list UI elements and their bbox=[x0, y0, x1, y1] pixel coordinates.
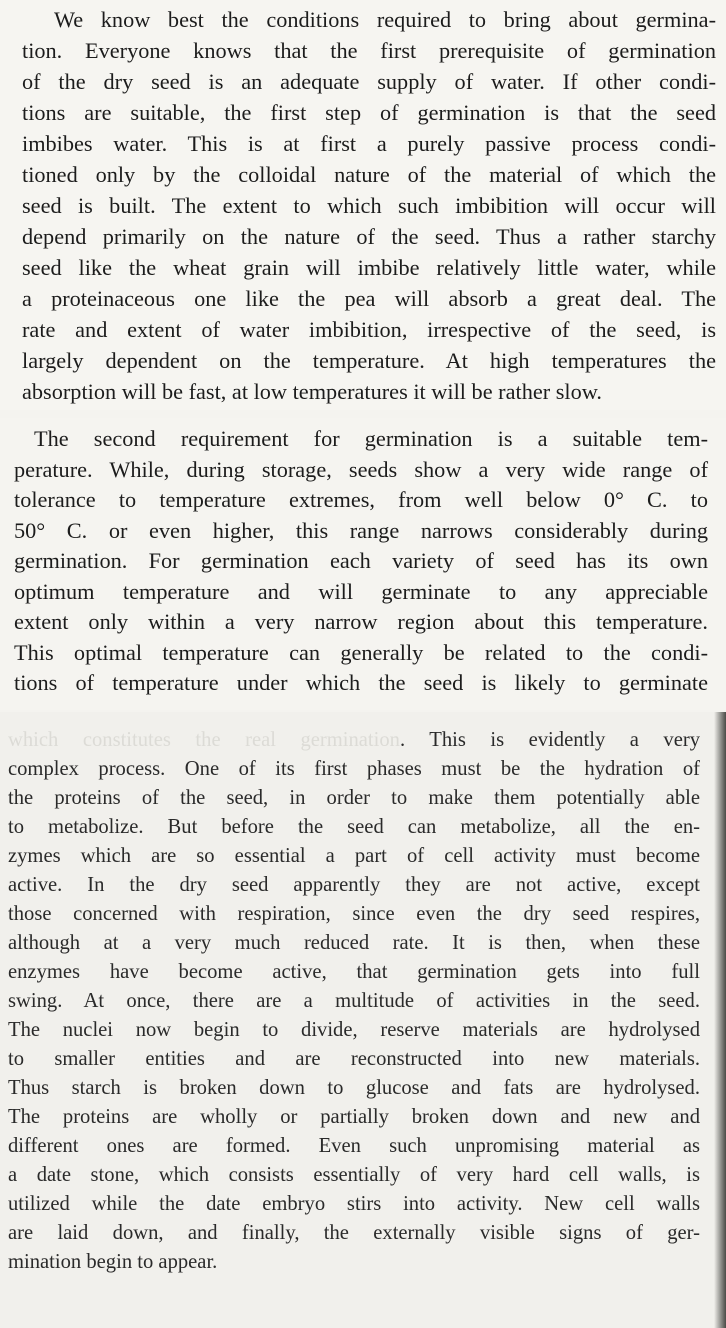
text-line: The second requirement for germination is a suitable tem- bbox=[34, 426, 708, 451]
text-line: Thus starch is broken down to glucose and fats are hydrolysed. bbox=[8, 1077, 700, 1099]
text-line: tion. Everyone knows that the first prerequisite of germination bbox=[22, 38, 716, 63]
text-line: although at a very much reduced rate. It is then, when these bbox=[8, 932, 700, 954]
text-line: seed is built. The extent to which such imbibition will occur will bbox=[22, 193, 716, 218]
text-line: to smaller entities and are reconstructed into new materials. bbox=[8, 1048, 700, 1070]
text-line-first bbox=[8, 726, 700, 755]
text-line: enzymes have become active, that germination gets into full bbox=[8, 961, 700, 983]
text-line: seed like the wheat grain will imbibe relatively little water, while bbox=[22, 255, 716, 280]
lead-text: . This is evidently a very bbox=[399, 729, 700, 751]
text-line: tolerance to temperature extremes, from well below 0° C. to bbox=[14, 487, 708, 512]
paragraph-temperature bbox=[14, 424, 708, 699]
text-line: depend primarily on the nature of the seed. Thus a rather starchy bbox=[22, 224, 716, 249]
text-line: rate and extent of water imbibition, irrespective of the seed, is bbox=[22, 317, 716, 342]
excerpt-block-water bbox=[0, 0, 726, 410]
text-line: mination begin to appear. bbox=[8, 1251, 218, 1273]
text-line: We know best the conditions required to bring about germina- bbox=[54, 7, 716, 32]
text-line: to metabolize. But before the seed can metabolize, all the en- bbox=[8, 816, 700, 838]
text-line: swing. At once, there are a multitude of activities in the seed. bbox=[8, 990, 700, 1012]
text-line: absorption will be fast, at low temperatures it will be rather slow. bbox=[22, 379, 602, 404]
text-line: largely dependent on the temperature. At high temperatures the bbox=[22, 348, 716, 373]
text-line: This optimal temperature can generally be related to the condi- bbox=[14, 639, 708, 665]
text-line: optimum temperature and will germinate to any appreciable bbox=[14, 578, 708, 604]
text-line: perature. While, during storage, seeds show a very wide range of bbox=[14, 456, 708, 482]
text-line: active. In the dry seed apparently they are not active, except bbox=[8, 874, 700, 896]
text-line: tions are suitable, the first step of germination is that the seed bbox=[22, 100, 716, 125]
text-line: are laid down, and finally, the externally visible signs of ger- bbox=[8, 1222, 700, 1244]
scan-edge-shadow bbox=[714, 712, 726, 1328]
text-line: the proteins of the seed, in order to make them potentially able bbox=[8, 787, 700, 809]
text-line: imbibes water. This is at first a purely passive process condi- bbox=[22, 131, 716, 156]
text-line: tioned only by the colloidal nature of the material of which the bbox=[22, 162, 716, 187]
text-line: tions of temperature under which the seed is likely to germinate bbox=[14, 670, 708, 695]
text-line: zymes which are so essential a part of cell activity must become bbox=[8, 845, 700, 867]
text-line: The proteins are wholly or partially broken down and new and bbox=[8, 1106, 700, 1128]
excerpt-block-metabolism bbox=[0, 712, 726, 1328]
paragraph-metabolism bbox=[8, 726, 700, 1277]
text-line: The nuclei now begin to divide, reserve materials are hydrolysed bbox=[8, 1019, 700, 1041]
text-line: those concerned with respiration, since even the dry seed respires, bbox=[8, 903, 700, 925]
paragraph-water-imbibition bbox=[22, 4, 716, 407]
text-line: of the dry seed is an adequate supply of water. If other condi- bbox=[22, 69, 716, 94]
text-line: different ones are formed. Even such unpromising material as bbox=[8, 1135, 700, 1157]
text-line: germination. For germination each variety of seed has its own bbox=[14, 548, 708, 573]
text-line: 50° C. or even higher, this range narrows considerably during bbox=[14, 517, 708, 543]
text-line: a date stone, which consists essentially of very hard cell walls, is bbox=[8, 1164, 700, 1186]
text-line: complex process. One of its first phases must be the hydration of bbox=[8, 758, 700, 780]
text-line: a proteinaceous one like the pea will absorb a great deal. The bbox=[22, 286, 716, 311]
text-line: utilized while the date embryo stirs into activity. New cell walls bbox=[8, 1193, 700, 1215]
text-line: extent only within a very narrow region about this temperature. bbox=[14, 609, 708, 634]
faded-lead-text: which constitutes the real germination bbox=[8, 729, 400, 751]
excerpt-block-temperature bbox=[0, 418, 726, 710]
